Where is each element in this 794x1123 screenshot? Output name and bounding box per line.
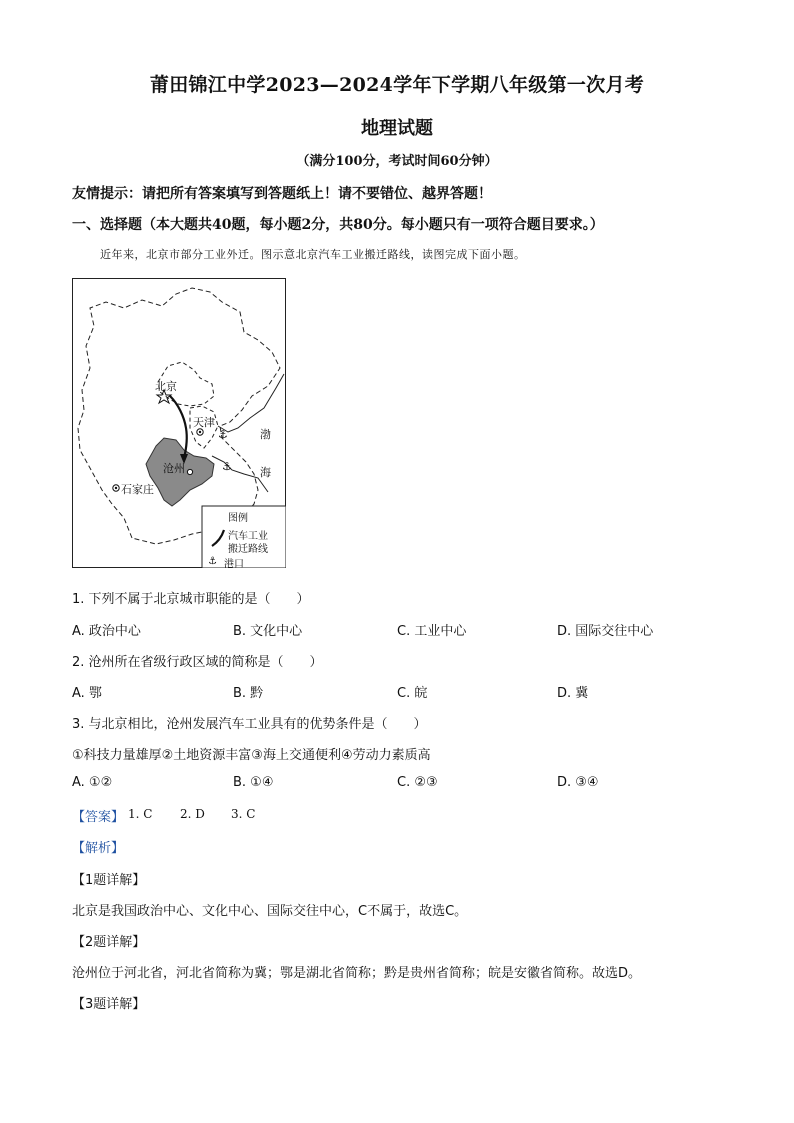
- question-1-stem: 1. 下列不属于北京城市职能的是（ ）: [72, 592, 310, 607]
- label-hai: 海: [260, 466, 271, 479]
- label-tianjin: 天津: [193, 416, 215, 429]
- map-figure: [72, 278, 286, 568]
- map-svg: [72, 278, 286, 568]
- cangzhou-dot: [187, 469, 192, 474]
- label-shijiazhuang: 石家庄: [121, 483, 154, 496]
- port-anchor-huanghua: ⚓: [222, 460, 232, 473]
- answer-1: 1. C: [128, 807, 153, 821]
- tips-text: 友情提示：请把所有答案填写到答题纸上！请不要错位、越界答题！: [72, 186, 492, 202]
- question-3-option-d: D. ③④: [557, 775, 599, 790]
- answer-label: 【答案】: [72, 810, 125, 825]
- question-3-option-c: C. ②③: [397, 775, 438, 790]
- label-bo: 渤: [260, 428, 271, 441]
- question-3-sub: ①科技力量雄厚②土地资源丰富③海上交通便利④劳动力素质高: [72, 748, 431, 763]
- legend-port-icon: ⚓: [208, 556, 217, 567]
- analysis-3-heading: 【3题详解】: [72, 997, 146, 1012]
- section-title: 一、选择题（本大题共40题，每小题2分，共80分。每小题只有一项符合题目要求。）: [72, 217, 604, 233]
- analysis-1-text: 北京是我国政治中心、文化中心、国际交往中心，C不属于，故选C。: [72, 904, 468, 919]
- question-2-stem: 2. 沧州所在省级行政区域的简称是（ ）: [72, 655, 323, 670]
- analysis-2-heading: 【2题详解】: [72, 935, 146, 950]
- legend-title: 图例: [228, 513, 248, 524]
- port-anchor-tianjin: ⚓: [218, 428, 228, 441]
- question-2-option-a: A. 鄂: [72, 686, 102, 701]
- question-2-option-c: C. 皖: [397, 686, 428, 701]
- answer-2: 2. D: [180, 807, 205, 821]
- legend-route-line2: 搬迁路线: [228, 544, 268, 555]
- analysis-2-text: 沧州位于河北省，河北省简称为冀；鄂是湖北省简称；黔是贵州省简称；皖是安徽省简称。故选D。: [72, 966, 642, 981]
- legend-port: 港口: [224, 559, 244, 570]
- question-2-option-b: B. 黔: [233, 686, 264, 701]
- label-cangzhou: 沧州: [163, 462, 185, 475]
- exam-title: 莆田锦江中学2023—2024学年下学期八年级第一次月考: [149, 74, 645, 96]
- answer-3: 3. C: [231, 807, 256, 821]
- exam-note: （满分100分，考试时间60分钟）: [296, 154, 498, 169]
- question-1-option-d: D. 国际交往中心: [557, 624, 654, 639]
- analysis-1-heading: 【1题详解】: [72, 873, 146, 888]
- question-3-option-b: B. ①④: [233, 775, 274, 790]
- question-3-stem: 3. 与北京相比，沧州发展汽车工业具有的优势条件是（ ）: [72, 717, 427, 732]
- subject-title: 地理试题: [361, 118, 433, 139]
- question-1-option-a: A. 政治中心: [72, 624, 141, 639]
- question-1-option-b: B. 文化中心: [233, 624, 303, 639]
- label-beijing: 北京: [155, 380, 177, 393]
- intro-text: 近年来，北京市部分工业外迁。图示意北京汽车工业搬迁路线，读图完成下面小题。: [100, 248, 526, 261]
- question-2-option-d: D. 冀: [557, 686, 589, 701]
- question-1-option-c: C. 工业中心: [397, 624, 467, 639]
- analysis-label: 【解析】: [72, 841, 125, 856]
- legend-route-line1: 汽车工业: [228, 531, 268, 542]
- question-3-option-a: A. ①②: [72, 775, 113, 790]
